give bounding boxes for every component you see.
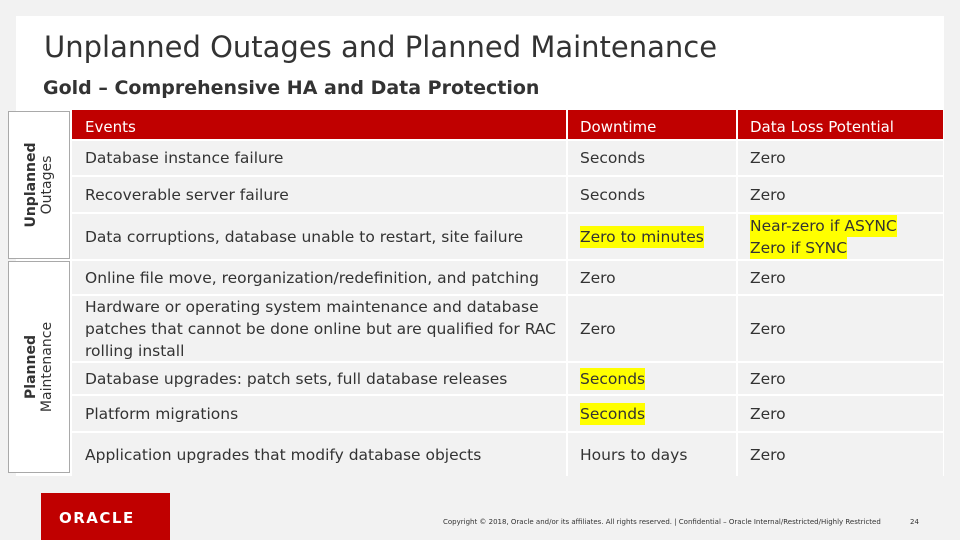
- downtime-cell: Zero: [568, 296, 736, 361]
- data-loss-cell: Zero: [738, 261, 943, 294]
- planned-label-line1: Planned: [23, 335, 39, 399]
- slide-title: Unplanned Outages and Planned Maintenance: [44, 30, 718, 64]
- unplanned-label-line1: Unplanned: [23, 142, 39, 228]
- event-cell: Database upgrades: patch sets, full database releases: [72, 363, 566, 394]
- downtime-highlight: Zero to minutes: [580, 227, 704, 246]
- footer-copyright: Copyright © 2018, Oracle and/or its affiliates. All rights reserved. | Confidential – Oracle Internal/Restricted/Highly Restricted: [443, 518, 881, 526]
- unplanned-outages-group: [8, 111, 70, 259]
- oracle-logo-text: ORACLE: [59, 509, 135, 527]
- table-row: [72, 214, 943, 259]
- planned-label-line2: Maintenance: [39, 321, 55, 413]
- table-row: [72, 396, 943, 431]
- event-cell: Platform migrations: [72, 396, 566, 431]
- page-number: 24: [910, 518, 919, 526]
- planned-maintenance-label: [23, 322, 55, 412]
- header-downtime: Downtime: [568, 110, 736, 139]
- header-data-loss: Data Loss Potential: [738, 110, 943, 139]
- oracle-logo: [41, 493, 170, 540]
- data-loss-line-sync: Zero if SYNC: [750, 238, 848, 257]
- downtime-cell: Hours to days: [568, 433, 736, 477]
- table-row: [72, 177, 943, 212]
- event-cell: Database instance failure: [72, 141, 566, 175]
- oracle-logo-mark: [41, 493, 170, 540]
- data-loss-cell: Zero: [738, 396, 943, 431]
- event-cell: Online file move, reorganization/redefinition, and patching: [72, 261, 566, 294]
- planned-maintenance-group: [8, 261, 70, 473]
- downtime-cell: [568, 396, 736, 431]
- downtime-cell: Seconds: [568, 141, 736, 175]
- downtime-cell: Seconds: [568, 177, 736, 212]
- downtime-cell: [568, 363, 736, 394]
- table-row: [72, 433, 943, 477]
- table-row: [72, 261, 943, 294]
- table-row: [72, 296, 943, 361]
- table-row: [72, 141, 943, 175]
- downtime-highlight: Seconds: [580, 369, 646, 388]
- downtime-cell: [568, 214, 736, 259]
- event-cell: Data corruptions, database unable to restart, site failure: [72, 214, 566, 259]
- table-row: [72, 363, 943, 394]
- data-loss-cell: Zero: [738, 177, 943, 212]
- slide-subtitle: Gold – Comprehensive HA and Data Protection: [43, 77, 540, 99]
- table-header-row: [72, 110, 943, 139]
- downtime-highlight: Seconds: [580, 404, 646, 423]
- event-cell: Application upgrades that modify database objects: [72, 433, 566, 477]
- header-events: Events: [72, 110, 566, 139]
- data-loss-cell: Zero: [738, 433, 943, 477]
- downtime-cell: Zero: [568, 261, 736, 294]
- event-cell: Recoverable server failure: [72, 177, 566, 212]
- event-cell: Hardware or operating system maintenance and database patches that cannot be done online but are qualified for RAC rolling install: [72, 296, 566, 361]
- data-loss-line-async: Near-zero if ASYNC: [750, 216, 897, 235]
- data-loss-cell: Zero: [738, 296, 943, 361]
- data-loss-cell: Zero: [738, 141, 943, 175]
- unplanned-outages-label: [23, 142, 55, 227]
- unplanned-label-line2: Outages: [39, 155, 55, 215]
- data-loss-cell: Zero: [738, 363, 943, 394]
- data-loss-cell: [738, 214, 943, 259]
- data-loss-stack: [750, 215, 897, 259]
